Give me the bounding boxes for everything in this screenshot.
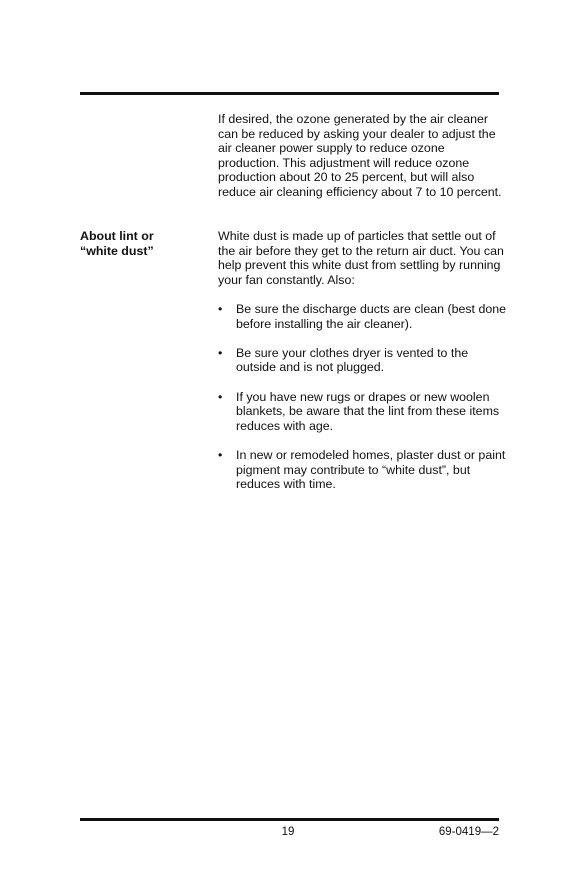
bullet-icon: • — [218, 345, 223, 360]
list-item — [218, 346, 508, 375]
section-heading-line1: About lint or — [80, 229, 154, 243]
bullet-icon: • — [218, 389, 223, 404]
bullet-icon: • — [218, 448, 223, 463]
intro-paragraph: If desired, the ozone generated by the air cleaner can be reduced by asking your dealer to adjust the air cleaner power supply to reduce ozone production. This adjustment will reduce ozone production about 20 to 25 percent, but will also reduce air cleaning efficiency about 7 to 10 percent. — [218, 112, 502, 199]
section-paragraph: White dust is made up of particles that settle out of the air before they get to the return air duct. You can help prevent this white dust from settling by running your fan constantly. Also: — [218, 229, 504, 287]
list-item-text: If you have new rugs or drapes or new woolen blankets, be aware that the lint from these items reduces with age. — [236, 389, 500, 433]
document-number: 69-0419—2 — [438, 826, 499, 838]
bullet-icon: • — [218, 302, 223, 316]
list-item-text: Be sure your clothes dryer is vented to the outside and is not plugged. — [236, 345, 469, 375]
bullet-list — [218, 302, 508, 507]
header-rule — [80, 92, 499, 95]
list-item-text: In new or remodeled homes, plaster dust or paint pigment may contribute to “white dust”, but reduces with time. — [236, 448, 506, 492]
list-item — [218, 448, 508, 492]
section-heading-line2: “white dust” — [80, 243, 154, 258]
footer-rule — [80, 818, 499, 821]
list-item — [218, 390, 508, 434]
list-item-text: Be sure the discharge ducts are clean (best done before installing the air cleaner). — [236, 302, 507, 331]
section-heading — [80, 229, 205, 258]
page-number: 19 — [281, 826, 295, 838]
list-item — [218, 302, 508, 331]
